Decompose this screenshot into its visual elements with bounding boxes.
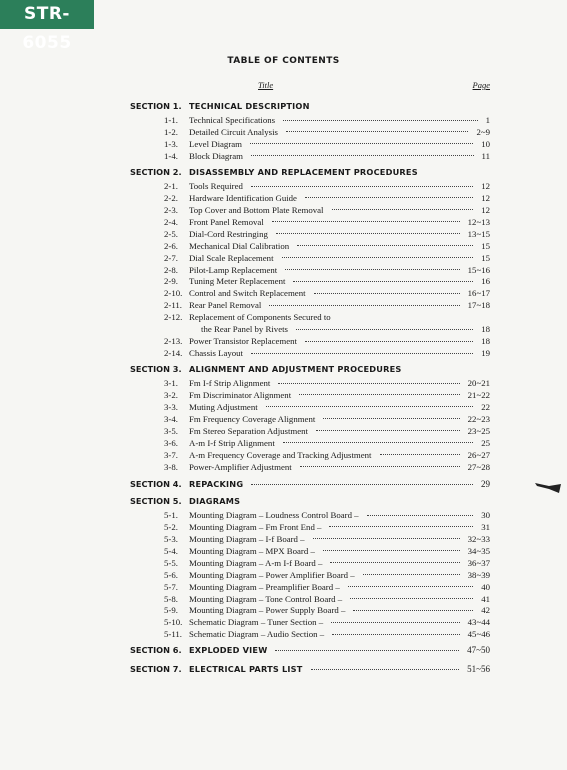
dot-leader [332,634,460,635]
entry-number: 2-10. [164,288,183,299]
dot-leader [286,131,469,132]
entry-number: 2-6. [164,240,178,251]
toc-entry [164,114,490,126]
entry-title: Replacement of Components Secured to [189,312,331,323]
dot-leader [251,155,474,156]
entry-number: 2-8. [164,264,178,275]
entry-number: 1-1. [164,115,178,125]
entry-page: 41 [481,593,490,604]
entry-page: 32~33 [467,533,490,544]
dot-leader [363,574,460,575]
entry-number: 2-14. [164,348,183,358]
entry-title: Fm Stereo Separation Adjustment [189,425,308,436]
entry-page: 40 [481,581,490,592]
toc-entry [164,192,490,204]
toc-entry [164,545,490,557]
entry-number: 3-6. [164,437,178,448]
entry-title: Power-Amplifier Adjustment [189,461,292,472]
entry-number: 5-7. [164,581,178,592]
entry-title: Mounting Diagram – Fm Front End – [189,521,322,532]
section-title: EXPLODED VIEW [189,645,268,655]
entry-title: Level Diagram [189,138,243,149]
dot-leader [282,257,474,258]
entry-page: 12~13 [467,216,490,227]
entry-title: Mounting Diagram – Preamplifier Board – [189,581,340,592]
entry-number: 3-3. [164,401,178,412]
entry-number: 5-9. [164,605,178,616]
entry-page: 18 [481,324,490,335]
entry-number: 2-13. [164,336,183,347]
entry-number: 5-5. [164,557,178,568]
section-title: REPACKING [189,479,244,489]
entry-page: 19 [481,348,490,358]
dot-leader [275,650,459,651]
dot-leader [251,186,473,187]
dot-leader [331,622,460,623]
toc-entry [164,557,490,569]
toc-entry [164,509,490,521]
dot-leader [293,281,473,282]
entry-title: Power Transistor Replacement [189,336,297,347]
entry-page: 27~28 [467,461,490,472]
entry-title: Fm Frequency Coverage Alignment [189,413,316,424]
entry-page: 16 [481,276,490,287]
entry-page: 11 [481,150,490,161]
entry-number: 5-4. [164,545,178,556]
dot-leader [269,305,459,306]
entry-title: Block Diagram [189,150,243,161]
section-title: TECHNICAL DESCRIPTION [189,101,310,111]
entry-number: 2-3. [164,204,178,215]
dot-leader [276,233,460,234]
toc-heading: TABLE OF CONTENTS [227,56,340,66]
toc-entry [164,533,490,545]
toc-entry [164,437,490,449]
section-number: SECTION 4. [130,479,182,489]
section-number: SECTION 1. [130,101,182,111]
dot-leader [296,329,473,330]
entry-title: Top Cover and Bottom Plate Removal [189,204,324,215]
entry-title: A-m Frequency Coverage and Tracking Adjustment [189,449,372,460]
entry-title: Fm I-f Strip Alignment [189,378,271,388]
model-badge: STR-6055 [0,0,94,29]
entry-title: Dial Scale Replacement [189,252,274,263]
entry-number: 2-11. [164,300,182,311]
dot-leader [278,383,459,384]
entry-title: Mechanical Dial Calibration [189,240,290,251]
toc-entry [164,264,490,276]
section-title: ALIGNMENT AND ADJUSTMENT PROCEDURES [189,364,402,374]
section-heading [130,165,490,179]
toc-entry [164,521,490,533]
entry-title: Mounting Diagram – Loudness Control Board – [189,510,359,520]
section-title: DIAGRAMS [189,496,241,506]
entry-title: Fm Discriminator Alignment [189,389,292,400]
entry-number: 2-12. [164,312,183,323]
dot-leader [251,353,473,354]
dot-leader [332,209,474,210]
dot-leader [380,454,460,455]
entry-title: the Rear Panel by Rivets [201,324,288,335]
dot-leader [329,526,473,527]
section-heading [130,362,490,376]
entry-page: 38~39 [467,569,490,580]
entry-title: Rear Panel Removal [189,300,262,311]
entry-page: 45~46 [467,629,490,640]
dot-leader [305,341,473,342]
binding-hole-mark [535,480,561,494]
dot-leader [330,562,459,563]
entry-page: 34~35 [467,545,490,556]
entry-title: Tuning Meter Replacement [189,276,286,287]
section-heading [130,477,490,491]
entry-page: 15~16 [467,264,490,275]
dot-leader [285,269,459,270]
entry-number: 2-9. [164,276,178,287]
entry-page: 16~17 [467,288,490,299]
entry-page: 31 [481,521,490,532]
entry-page: 13~15 [467,228,490,239]
section-number: SECTION 5. [130,496,182,506]
toc-entry [164,377,490,389]
entry-title: Pilot-Lamp Replacement [189,264,278,275]
entry-page: 21~22 [467,389,490,400]
dot-leader [323,550,460,551]
toc-entry [164,252,490,264]
toc-entry [164,461,490,473]
entry-number: 3-8. [164,461,178,472]
entry-title: Schematic Diagram – Audio Section – [189,629,325,640]
section-title: DISASSEMBLY AND REPLACEMENT PROCEDURES [189,167,418,177]
entry-page: 12 [481,192,490,203]
toc-entry [164,216,490,228]
entry-number: 5-8. [164,593,178,604]
entry-title: Mounting Diagram – A-m I-f Board – [189,557,323,568]
toc-entry [164,228,490,240]
dot-leader [266,406,474,407]
toc-entry [164,413,490,425]
entry-page: 36~37 [467,557,490,568]
entry-title: Mounting Diagram – Tone Control Board – [189,593,343,604]
dot-leader [250,143,473,144]
toc-entry [164,287,490,299]
entry-number: 3-2. [164,389,178,400]
entry-number: 2-7. [164,252,178,263]
section-number: SECTION 3. [130,364,182,374]
dot-leader [348,586,473,587]
entry-title: Mounting Diagram – Power Supply Board – [189,605,346,616]
entry-number: 1-4. [164,150,178,161]
toc-entry [164,401,490,413]
dot-leader [323,418,459,419]
entry-title: Mounting Diagram – Power Amplifier Board – [189,569,355,580]
entry-page: 17~18 [467,300,490,311]
dot-leader [283,120,477,121]
dot-leader [313,538,460,539]
entry-page: 25 [481,437,490,448]
entry-page: 12 [481,204,490,215]
entry-title: Dial-Cord Restringing [189,228,268,239]
toc-entry [164,311,490,323]
toc-entry [164,628,490,640]
entry-page: 12 [481,181,490,191]
toc-entry [164,126,490,138]
toc-entry [164,449,490,461]
dot-leader [300,466,460,467]
section-page: 51~56 [467,664,490,674]
entry-page: 1 [485,115,490,125]
entry-title: Mounting Diagram – MPX Board – [189,545,315,556]
dot-leader [251,484,473,485]
entry-number: 3-4. [164,413,178,424]
section-number: SECTION 7. [130,664,182,674]
entry-title: Tools Required [189,181,243,191]
entry-title: Chassis Layout [189,348,244,358]
entry-page: 30 [481,510,490,520]
dot-leader [305,197,473,198]
entry-title: Front Panel Removal [189,216,264,227]
toc-entry [164,204,490,216]
dot-leader [367,515,474,516]
title-column-header: Title [258,80,274,90]
toc-entry [164,299,490,311]
dot-leader [283,442,473,443]
section-title: ELECTRICAL PARTS LIST [189,664,303,674]
section-page: 29 [481,479,490,489]
dot-leader [353,610,473,611]
entry-number: 5-11. [164,629,182,640]
dot-leader [272,221,460,222]
entry-page: 20~21 [467,378,490,388]
entry-number: 2-1. [164,181,178,191]
page-column-header: Page [472,80,490,90]
entry-title: Control and Switch Replacement [189,288,306,299]
dot-leader [314,293,460,294]
entry-page: 23~25 [467,425,490,436]
section-number: SECTION 6. [130,645,182,655]
dot-leader [316,430,460,431]
entry-number: 3-7. [164,449,178,460]
entry-number: 2-4. [164,216,178,227]
entry-page: 43~44 [467,617,490,628]
entry-number: 2-2. [164,192,178,203]
section-heading [130,99,490,113]
entry-title: Technical Specifications [189,115,276,125]
entry-number: 5-2. [164,521,178,532]
toc-entry [164,335,490,347]
entry-title: Muting Adjustment [189,401,258,412]
entry-title: Schematic Diagram – Tuner Section – [189,617,324,628]
entry-title: Hardware Identification Guide [189,192,297,203]
entry-number: 5-1. [164,510,178,520]
section-heading [130,494,490,508]
toc-entry [164,240,490,252]
section-page: 47~50 [467,645,490,655]
toc-entry [164,616,490,628]
entry-page: 18 [481,336,490,347]
entry-number: 1-3. [164,138,178,149]
entry-page: 42 [481,605,490,616]
entry-title: Detailed Circuit Analysis [189,126,278,137]
toc-entry [164,275,490,287]
entry-page: 22~23 [467,413,490,424]
entry-number: 5-10. [164,617,183,628]
entry-number: 3-5. [164,425,178,436]
toc-entry [164,425,490,437]
entry-number: 5-6. [164,569,178,580]
dot-leader [297,245,473,246]
toc-entry [164,389,490,401]
toc-entry [164,593,490,605]
entry-number: 1-2. [164,126,178,137]
section-number: SECTION 2. [130,167,182,177]
entry-title: Mounting Diagram – I-f Board – [189,533,305,544]
section-heading [130,662,490,676]
toc-entry [164,581,490,593]
dot-leader [299,394,460,395]
toc-entry [164,323,490,335]
toc-entry [164,138,490,150]
dot-leader [350,598,473,599]
entry-page: 26~27 [467,449,490,460]
entry-number: 3-1. [164,378,178,388]
toc-entry [164,180,490,192]
entry-number: 2-5. [164,228,178,239]
entry-page: 10 [481,138,490,149]
entry-page: 15 [481,252,490,263]
toc-entry [164,347,490,359]
toc-entry [164,150,490,162]
toc-entry [164,569,490,581]
entry-page: 22 [481,401,490,412]
dot-leader [311,669,460,670]
toc-entry [164,604,490,616]
entry-number: 5-3. [164,533,178,544]
section-heading [130,643,490,657]
entry-page: 2~9 [476,126,490,137]
entry-page: 15 [481,240,490,251]
entry-title: A-m I-f Strip Alignment [189,437,275,448]
